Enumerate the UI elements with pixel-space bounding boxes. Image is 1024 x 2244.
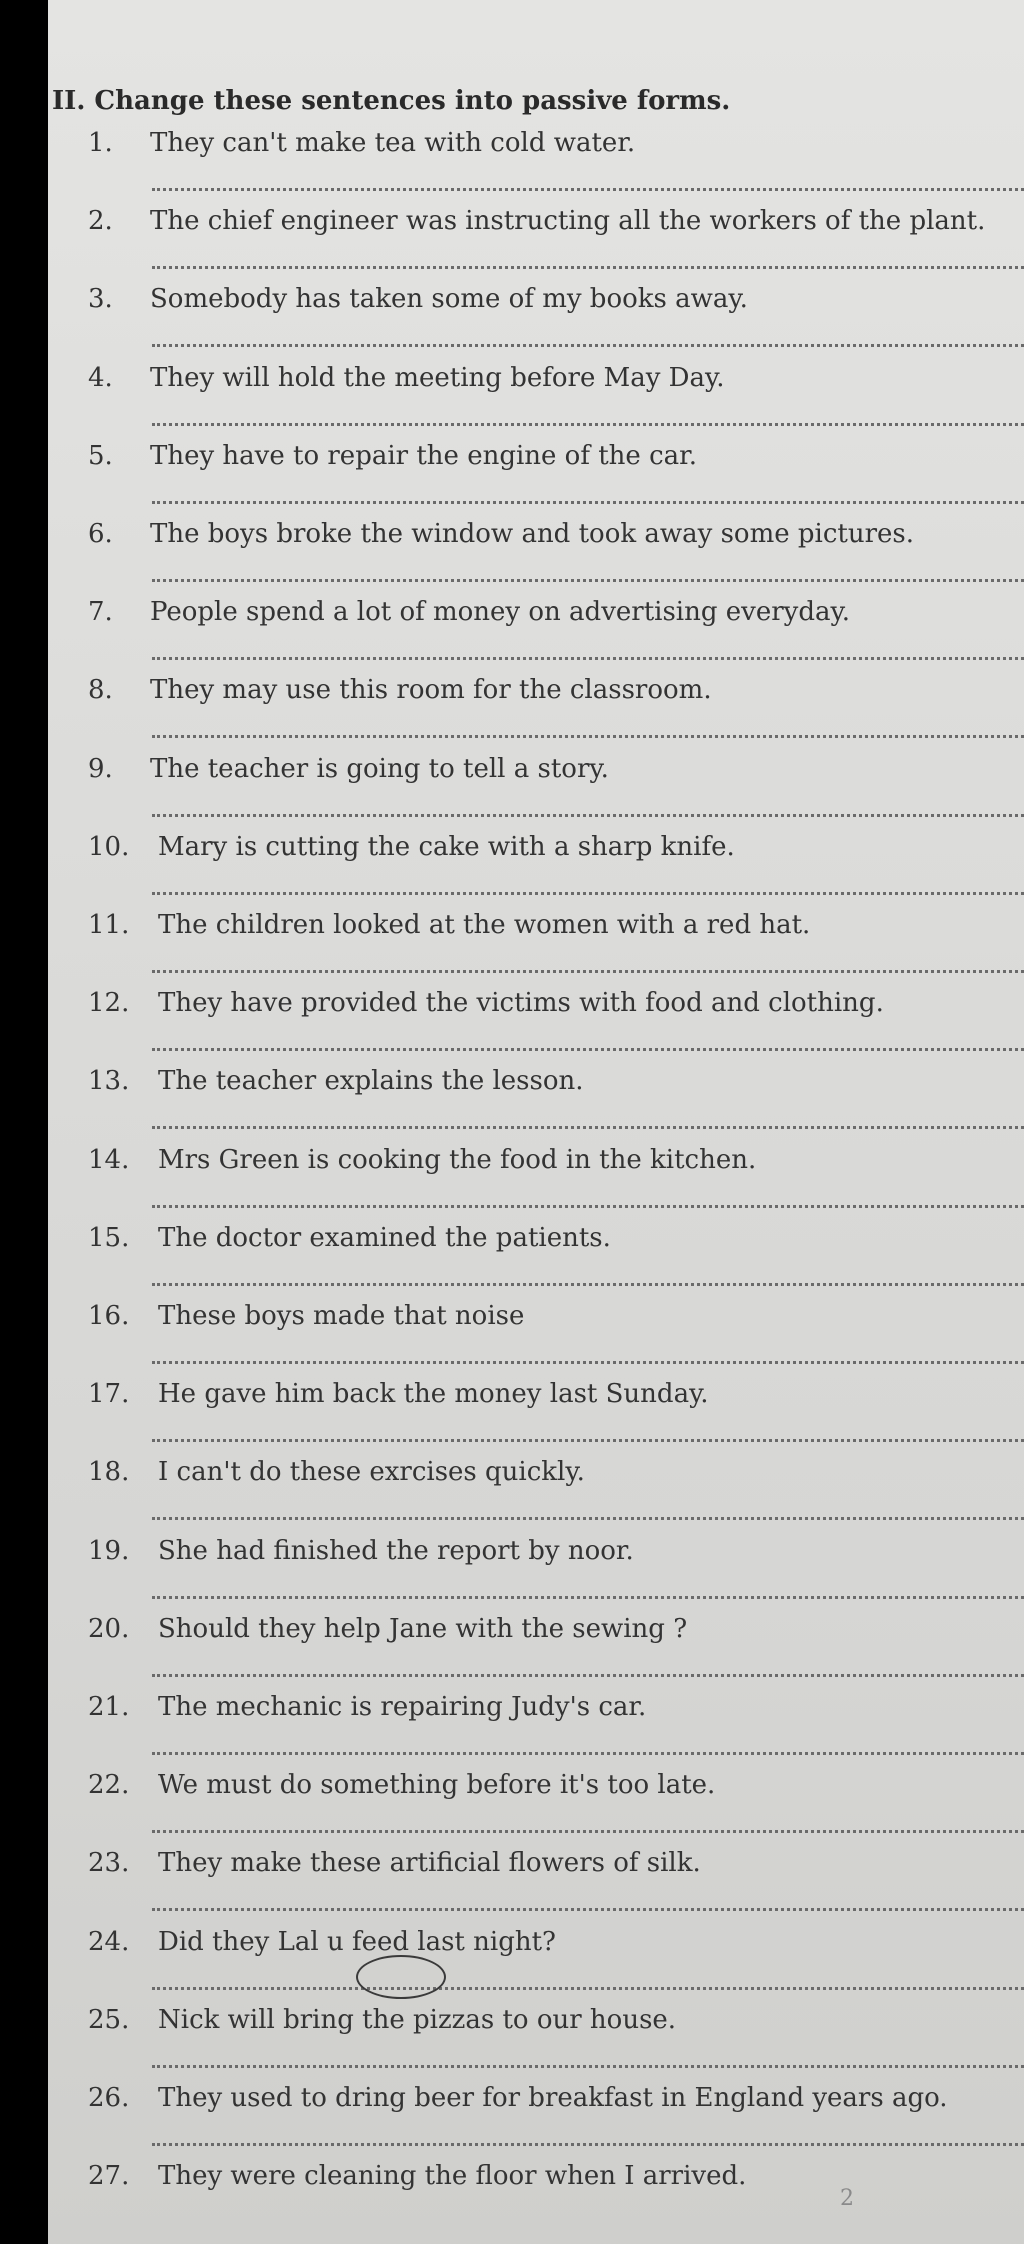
- question-sentence: I can't do these exrcises quickly.: [158, 1457, 585, 1488]
- question-item: [48, 1692, 1024, 1770]
- answer-line[interactable]: [152, 344, 1024, 347]
- answer-line[interactable]: [152, 1048, 1024, 1051]
- question-sentence: These boys made that noise: [158, 1301, 525, 1331]
- question-item: [48, 519, 1024, 597]
- answer-line[interactable]: [152, 892, 1024, 895]
- question-number: 10.: [88, 831, 130, 862]
- question-item: [48, 1301, 1024, 1379]
- answer-line[interactable]: [152, 1283, 1024, 1286]
- question-sentence: We must do something before it's too late.: [158, 1770, 716, 1801]
- question-item: [48, 988, 1024, 1066]
- answer-line[interactable]: [152, 2065, 1024, 2068]
- question-sentence: They were cleaning the floor when I arrived.: [158, 2161, 747, 2192]
- pen-circle-mark: [356, 1955, 446, 1999]
- answer-line[interactable]: [152, 1596, 1024, 1599]
- question-sentence: The teacher explains the lesson.: [158, 1066, 584, 1097]
- question-sentence: They make these artificial flowers of silk.: [158, 1848, 701, 1879]
- question-sentence: Mrs Green is cooking the food in the kitchen.: [158, 1144, 757, 1175]
- question-sentence: The teacher is going to tell a story.: [150, 753, 609, 784]
- question-item: [48, 1223, 1024, 1301]
- question-item: [48, 1927, 1024, 2005]
- question-item: [48, 1614, 1024, 1692]
- answer-line[interactable]: [152, 501, 1024, 504]
- question-number: 16.: [88, 1301, 130, 1331]
- answer-line[interactable]: [152, 579, 1024, 582]
- question-item: [48, 1379, 1024, 1457]
- question-sentence: She had finished the report by noor.: [158, 1535, 634, 1566]
- question-item: [48, 1066, 1024, 1144]
- question-sentence: The doctor examined the patients.: [158, 1222, 611, 1253]
- question-sentence: He gave him back the money last Sunday.: [158, 1379, 709, 1410]
- question-number: 2.: [88, 206, 113, 237]
- answer-line[interactable]: [152, 1987, 1024, 1990]
- question-sentence: The children looked at the women with a red hat.: [158, 910, 811, 940]
- question-number: 24.: [88, 1926, 130, 1957]
- answer-line[interactable]: [152, 1517, 1024, 1520]
- question-sentence: The chief engineer was instructing all the workers of the plant.: [150, 206, 986, 237]
- question-number: 12.: [88, 988, 130, 1019]
- question-number: 23.: [88, 1848, 130, 1879]
- question-number: 8.: [88, 675, 113, 706]
- question-item: [48, 1145, 1024, 1223]
- question-number: 4.: [88, 362, 113, 393]
- answer-line[interactable]: [152, 1126, 1024, 1129]
- question-number: 13.: [88, 1066, 130, 1097]
- question-item: [48, 363, 1024, 441]
- question-sentence: They can't make tea with cold water.: [150, 128, 636, 158]
- question-sentence: They will hold the meeting before May Day.: [150, 362, 725, 393]
- answer-line[interactable]: [152, 1439, 1024, 1442]
- question-item: [48, 910, 1024, 988]
- question-sentence: They may use this room for the classroom.: [150, 675, 712, 706]
- question-number: 20.: [88, 1613, 130, 1644]
- answer-line[interactable]: [152, 1361, 1024, 1364]
- question-sentence: They have provided the victims with food and clothing.: [158, 988, 884, 1019]
- question-item: [48, 1848, 1024, 1926]
- answer-line[interactable]: [152, 1830, 1024, 1833]
- question-sentence: Should they help Jane with the sewing ?: [158, 1613, 688, 1644]
- question-sentence: The boys broke the window and took away some pictures.: [150, 519, 915, 549]
- answer-line[interactable]: [152, 188, 1024, 191]
- question-number: 11.: [88, 910, 130, 940]
- question-number: 5.: [88, 440, 113, 471]
- question-number: 18.: [88, 1457, 130, 1488]
- question-number: 25.: [88, 2004, 130, 2035]
- question-number: 26.: [88, 2083, 130, 2113]
- question-item: [48, 2005, 1024, 2083]
- question-sentence: Nick will bring the pizzas to our house.: [158, 2004, 677, 2035]
- question-number: 14.: [88, 1144, 130, 1175]
- answer-line[interactable]: [152, 1205, 1024, 1208]
- question-number: 7.: [88, 597, 113, 628]
- answer-line[interactable]: [152, 1908, 1024, 1911]
- question-sentence: They have to repair the engine of the car.: [150, 440, 697, 471]
- page-number: 2: [840, 2186, 854, 2211]
- question-item: [48, 2083, 1024, 2161]
- question-number: 9.: [88, 753, 113, 784]
- answer-line[interactable]: [152, 657, 1024, 660]
- question-item: [48, 284, 1024, 362]
- question-item: [48, 675, 1024, 753]
- question-sentence: The mechanic is repairing Judy's car.: [158, 1692, 647, 1722]
- question-sentence: People spend a lot of money on advertising everyday.: [150, 597, 850, 628]
- question-item: [48, 128, 1024, 206]
- exercise-heading: II. Change these sentences into passive forms.: [52, 86, 731, 116]
- question-sentence: Somebody has taken some of my books away.: [150, 284, 748, 315]
- worksheet-page: [48, 0, 1024, 2244]
- question-number: 1.: [88, 128, 113, 158]
- question-item: [48, 754, 1024, 832]
- answer-line[interactable]: [152, 970, 1024, 973]
- question-sentence: Mary is cutting the cake with a sharp knife.: [158, 831, 735, 862]
- answer-line[interactable]: [152, 266, 1024, 269]
- answer-line[interactable]: [152, 735, 1024, 738]
- question-item: [48, 1536, 1024, 1614]
- answer-line[interactable]: [152, 814, 1024, 817]
- question-sentence: They used to dring beer for breakfast in England years ago.: [158, 2083, 948, 2113]
- question-number: 21.: [88, 1692, 130, 1722]
- question-number: 15.: [88, 1222, 130, 1253]
- answer-line[interactable]: [152, 1674, 1024, 1677]
- question-sentence: Did they Lal u feed last night?: [158, 1926, 556, 1957]
- answer-line[interactable]: [152, 1752, 1024, 1755]
- question-item: [48, 597, 1024, 675]
- question-number: 17.: [88, 1379, 130, 1410]
- question-item: [48, 832, 1024, 910]
- question-item: [48, 206, 1024, 284]
- answer-line[interactable]: [152, 2143, 1024, 2146]
- question-item: [48, 1770, 1024, 1848]
- question-item: [48, 2161, 1024, 2239]
- question-item: [48, 441, 1024, 519]
- question-number: 19.: [88, 1535, 130, 1566]
- answer-line[interactable]: [152, 423, 1024, 426]
- question-number: 27.: [88, 2161, 130, 2192]
- question-number: 22.: [88, 1770, 130, 1801]
- question-number: 6.: [88, 519, 113, 549]
- question-item: [48, 1457, 1024, 1535]
- question-number: 3.: [88, 284, 113, 315]
